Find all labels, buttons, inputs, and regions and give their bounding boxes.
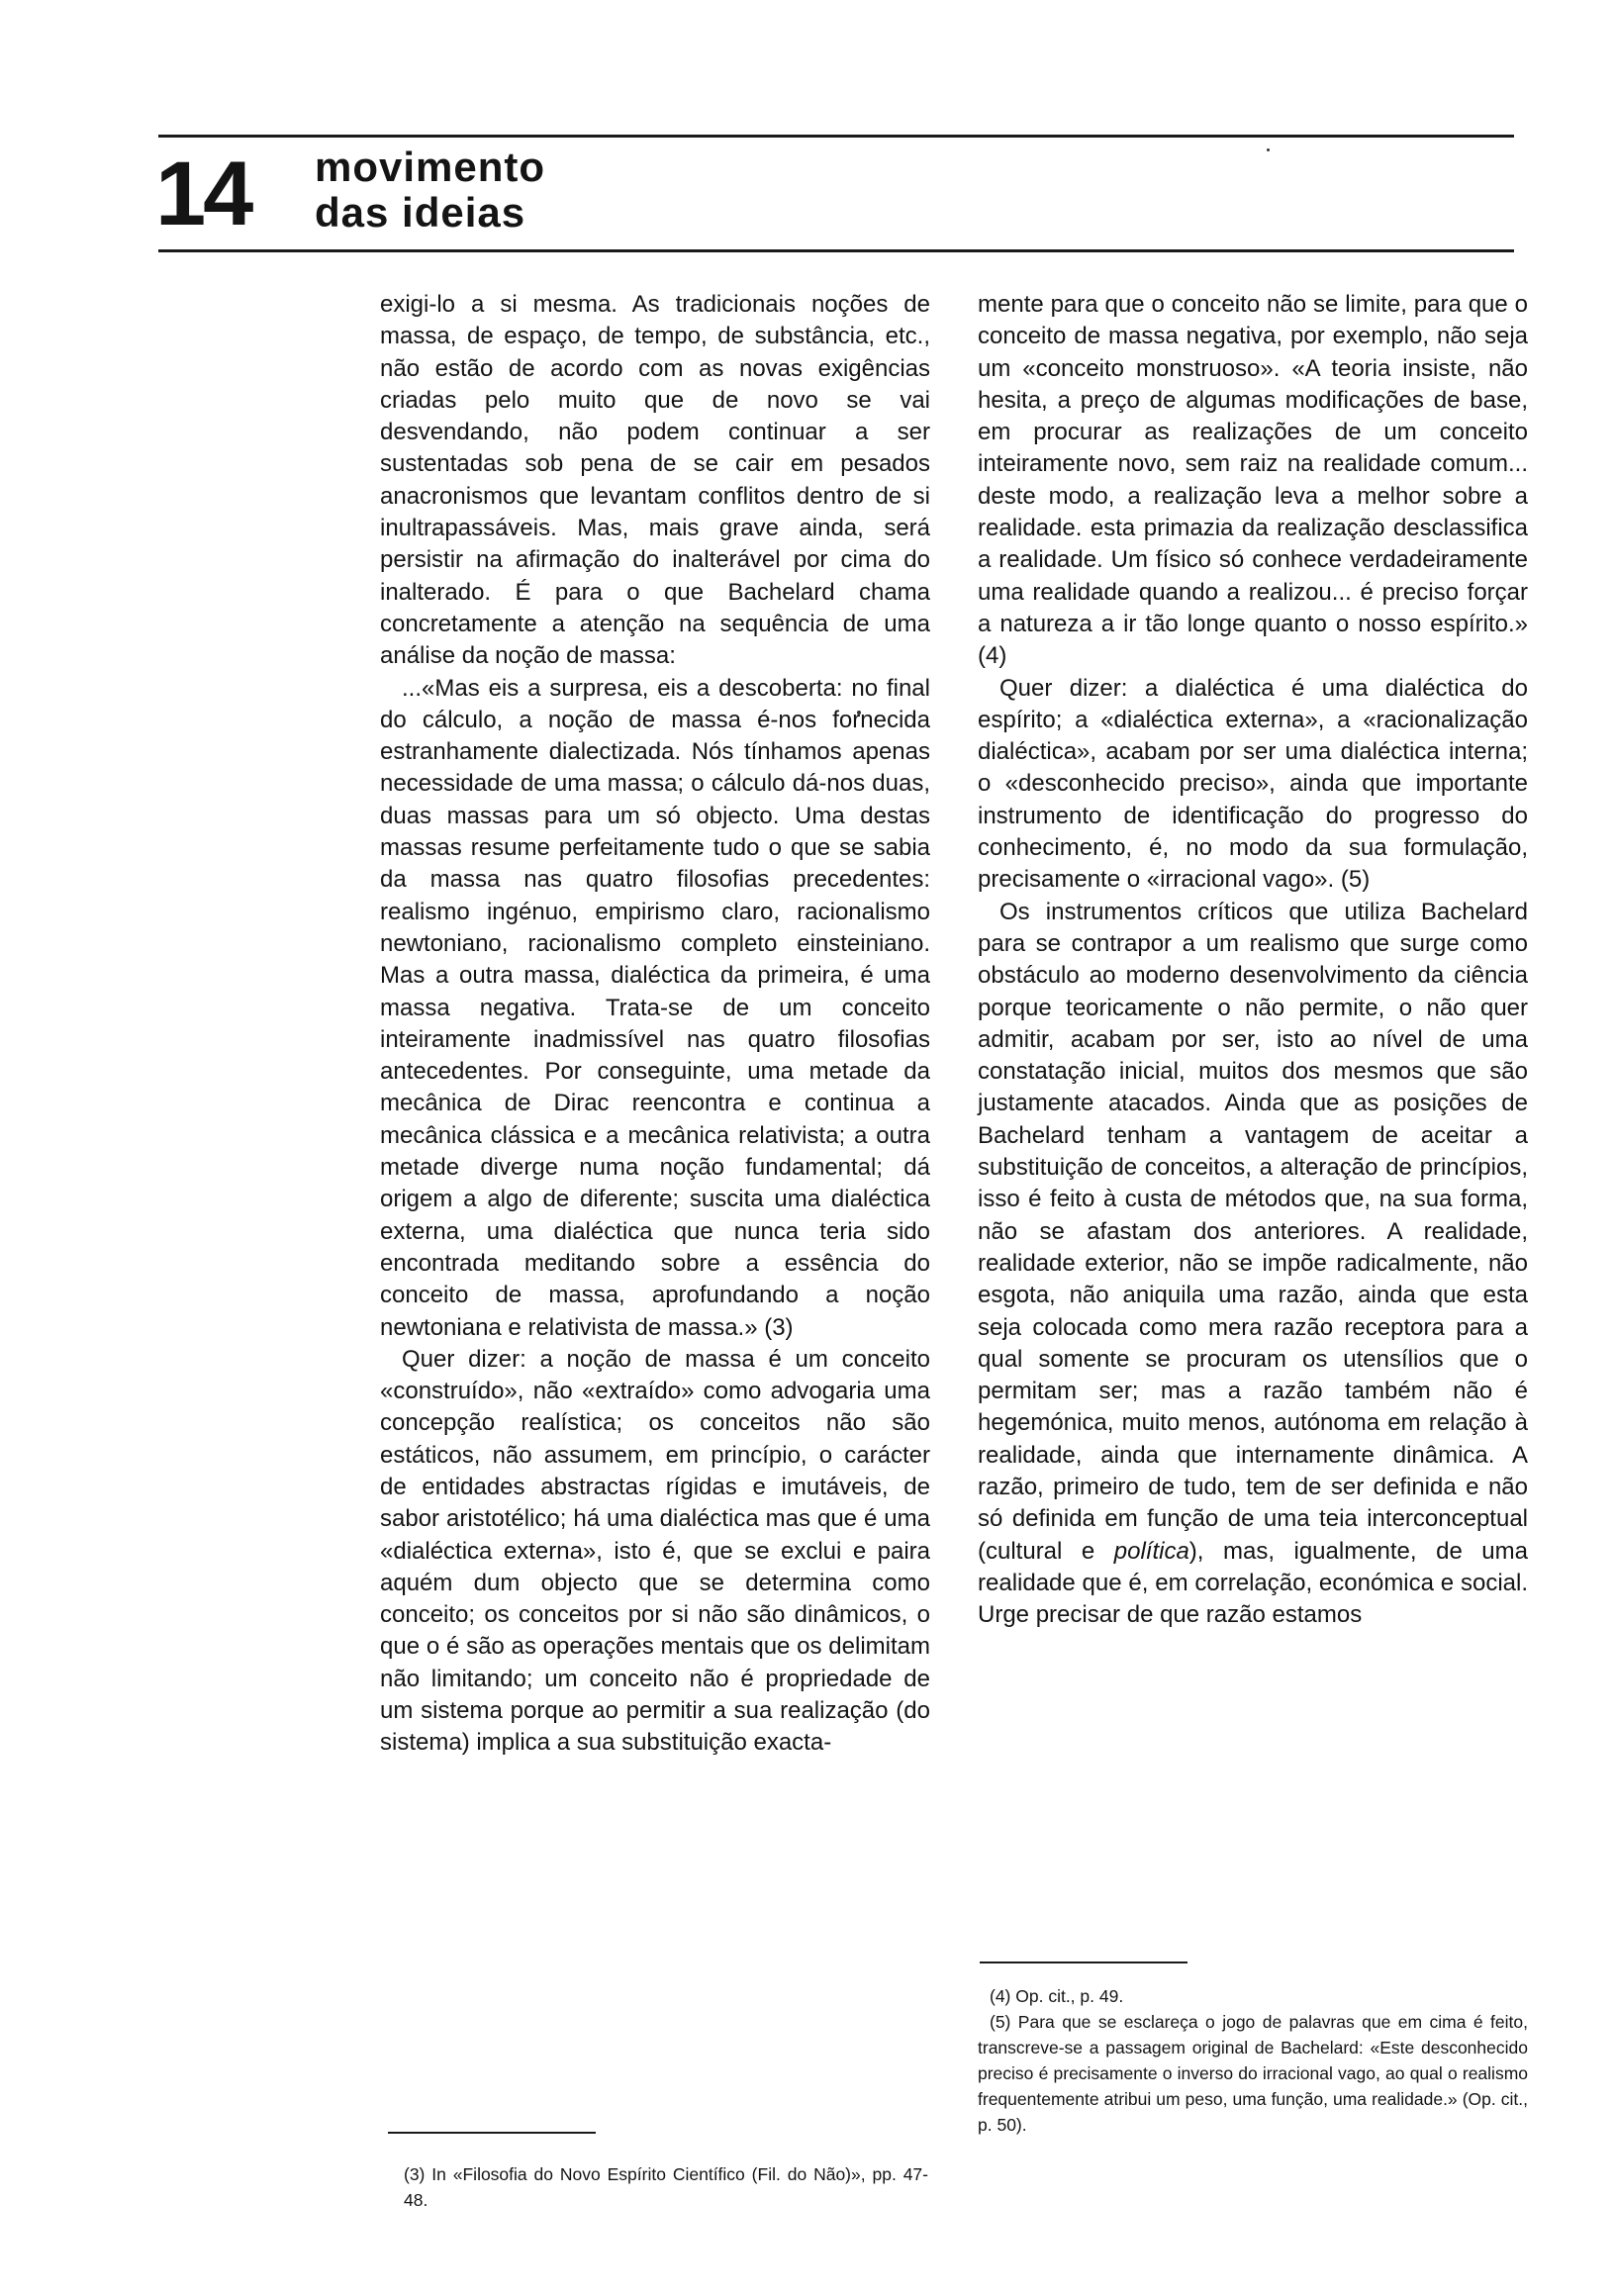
body-paragraph: mente para que o conceito não se limite, para que o conceito de massa negativa, por exemplo, não seja um «conceito monstruoso». «A teoria insiste, não hesita, a preço de algumas modificações de base, em procurar as realizações de um conceito inteiramente novo, sem raiz na realidade comum... deste modo, a realização leva a melhor sobre a realidade. esta primazia da realização desclassifica a realidade. Um físico só conhece verdadeiramente uma realidade quando a realizou... é preciso forçar a natureza a ir tão longe quanto o nosso espírito.» (4) bbox=[978, 291, 1528, 670]
section-title-line1: movimento bbox=[315, 144, 546, 190]
footnote-4: (4) Op. cit., p. 49. bbox=[990, 1986, 1124, 2006]
body-paragraph: Quer dizer: a dialéctica é uma dialéctica do espírito; a «dialéctica externa», a «racionalização dialéctica», acabam por ser uma dialéctica interna; o «desconhecido preciso», ainda que importante instrumento de identificação do progresso do conhecimento, é, no modo da sua formulação, precisamente o «irracional vago». (5) bbox=[978, 674, 1528, 894]
footnote-rule bbox=[980, 1961, 1188, 1963]
footnotes-right bbox=[978, 1983, 1528, 2138]
page-number: 14 bbox=[155, 144, 251, 244]
body-paragraph: exigi-lo a si mesma. As tradicionais noções de massa, de espaço, de tempo, de substância, etc., não estão de acordo com as novas exigências criadas pelo muito que de novo se vai desvendando, não podem continuar a ser sustentadas sob pena de se cair em pesados anacronismos que levantam conflitos dentro de si inultrapassáveis. Mas, mais grave ainda, será persistir na afirmação do inalterável por cima do inalterado. É para o que Bachelard chama concretamente a atenção na sequência de uma análise da noção de massa: bbox=[380, 291, 930, 670]
scan-speck bbox=[1267, 148, 1270, 151]
footnote-5: (5) Para que se esclareça o jogo de palavras que em cima é feito, transcreve-se a passagem original de Bachelard: «Este desconhecido preciso é precisamente o inverso do irracional vago, ao qual o realismo frequentemente atribui um peso, uma função, uma realidade.» (Op. cit., p. 50). bbox=[978, 2012, 1528, 2135]
paragraph-text: ), mas, igualmente, de uma realidade que é, em correlação, económica e social. Urge precisar de que razão estamos bbox=[978, 1537, 1528, 1629]
header-top-rule bbox=[158, 135, 1514, 138]
footnote-rule bbox=[388, 2132, 596, 2134]
section-title-line2: das ideias bbox=[315, 189, 526, 236]
left-column bbox=[380, 289, 930, 1760]
block-quote: ...«Mas eis a surpresa, eis a descoberta: no final do cálculo, a noção de massa é-nos fornecida estranhamente dialectizada. Nós tínhamos apenas necessidade de uma massa; o cálculo dá-nos duas, duas massas para um só objecto. Uma destas massas resume perfeitamente tudo o que se sabia da massa nas quatro filosofias precedentes: realismo ingénuo, empirismo claro, racionalismo newtoniano, racionalismo completo einsteiniano. Mas a outra massa, dialéctica da primeira, é uma massa negativa. Trata-se de um conceito inteiramente inadmissível nas quatro filosofias antecedentes. Por conseguinte, uma metade da mecânica de Dirac reencontra e continua a mecânica clássica e a mecânica relativista; a outra metade diverge numa noção fundamental; dá origem a algo de diferente; suscita uma dialéctica externa, uma dialéctica que nunca teria sido encontrada meditando sobre a essência do conceito de massa, aprofundando a noção newtoniana e relativista de massa.» (3) bbox=[380, 674, 930, 1341]
footnote-3: (3) In «Filosofia do Novo Espírito Científico (Fil. do Não)», pp. 47-48. bbox=[404, 2164, 928, 2210]
right-column bbox=[978, 289, 1528, 1631]
header-bottom-rule bbox=[158, 249, 1514, 252]
footnotes-left bbox=[404, 2161, 928, 2213]
body-paragraph: Quer dizer: a noção de massa é um conceito «construído», não «extraído» como advogaria uma concepção realística; os conceitos não são estáticos, não assumem, em princípio, o carácter de entidades abstractas rígidas e imutáveis, de sabor aristotélico; há uma dialéctica mas que é uma «dialéctica externa», isto é, que se exclui e paira aquém dum objecto que se determina como conceito; os conceitos por si não são dinâmicos, o que o é são as operações mentais que os delimitam não limitando; um conceito não é propriedade de um sistema porque ao permitir a sua realização (do sistema) implica a sua substituição exacta- bbox=[380, 1345, 930, 1757]
paragraph-text: Os instrumentos críticos que utiliza Bachelard para se contrapor a um realismo que surge como obstáculo ao moderno desenvolvimento da ciência porque teoricamente o não permite, o não quer admitir, acabam por ser, isto ao nível de uma constatação inicial, muitos dos mesmos que são justamente atacados. Ainda que as posições de Bachelard tenham a vantagem de aceitar a substituição de conceitos, a alteração de princípios, isso é feito à custa de métodos que, na sua forma, não se afastam dos anteriores. A realidade, realidade exterior, não se impõe radicalmente, não esgota, não aniquila uma razão, ainda que esta seja colocada como mera razão receptora para a qual somente se procuram os utensílios que o permitam ser; mas a razão também não é hegemónica, muito menos, autónoma em relação à realidade, ainda que internamente dinâmica. A razão, primeiro de tudo, tem de ser definida e não só definida em função de uma teia interconceptual (cultural e bbox=[978, 898, 1528, 1565]
italic-word: política bbox=[1113, 1537, 1189, 1565]
section-title bbox=[315, 144, 545, 236]
body-paragraph bbox=[978, 897, 1528, 1632]
